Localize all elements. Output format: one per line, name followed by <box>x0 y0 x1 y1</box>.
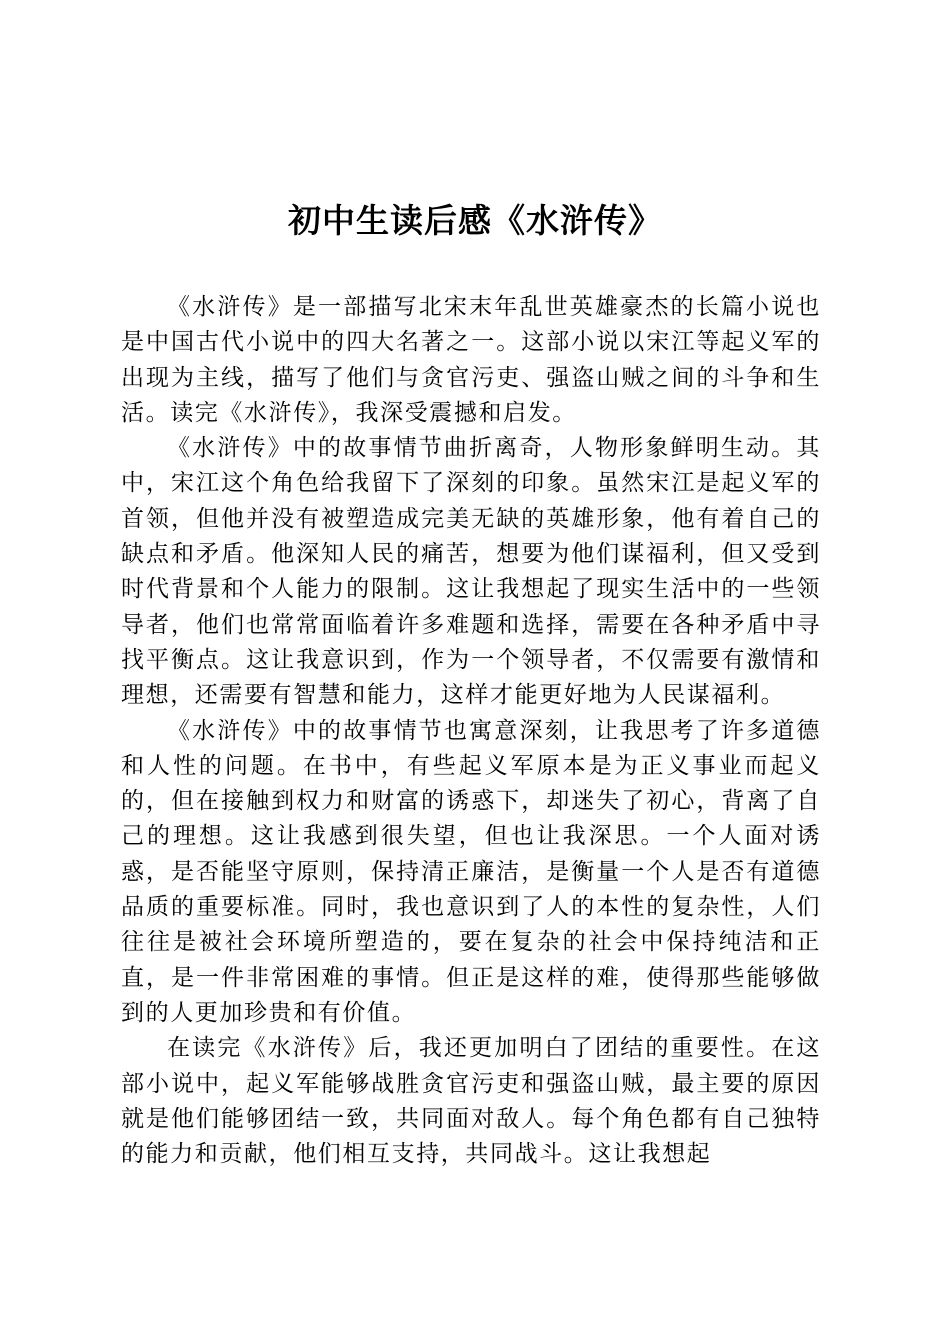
document-body <box>121 290 821 1172</box>
paragraph-1: 《水浒传》是一部描写北宋末年乱世英雄豪杰的长篇小说也是中国古代小说中的四大名著之一。这部小说以宋江等起义军的出现为主线，描写了他们与贪官污吏、强盗山贼之间的斗争和生活。读完《水浒传》，我深受震撼和启发。 <box>121 294 821 426</box>
document-title: 初中生读后感《水浒传》 <box>288 201 662 240</box>
paragraph-2: 《水浒传》中的故事情节曲折离奇，人物形象鲜明生动。其中，宋江这个角色给我留下了深刻的印象。虽然宋江是起义军的首领，但他并没有被塑造成完美无缺的英雄形象，他有着自己的缺点和矛盾。他深知人民的痛苦，想要为他们谋福利，但又受到时代背景和个人能力的限制。这让我想起了现实生活中的一些领导者，他们也常常面临着许多难题和选择，需要在各种矛盾中寻找平衡点。这让我意识到，作为一个领导者，不仅需要有激情和理想，还需要有智慧和能力，这样才能更好地为人民谋福利。 <box>121 435 821 709</box>
paragraph-4: 在读完《水浒传》后，我还更加明白了团结的重要性。在这部小说中，起义军能够战胜贪官污吏和强盗山贼，最主要的原因就是他们能够团结一致，共同面对敌人。每个角色都有自己独特的能力和贡献，他们相互支持，共同战斗。这让我想起 <box>121 1035 821 1168</box>
paragraph-3: 《水浒传》中的故事情节也寓意深刻，让我思考了许多道德和人性的问题。在书中，有些起义军原本是为正义事业而起义的，但在接触到权力和财富的诱惑下，却迷失了初心，背离了自己的理想。这让我感到很失望，但也让我深思。一个人面对诱惑，是否能坚守原则，保持清正廉洁，是衡量一个人是否有道德品质的重要标准。同时，我也意识到了人的本性的复杂性，人们往往是被社会环境所塑造的，要在复杂的社会中保持纯洁和正直，是一件非常困难的事情。但正是这样的难，使得那些能够做到的人更加珍贵和有价值。 <box>121 717 821 1026</box>
